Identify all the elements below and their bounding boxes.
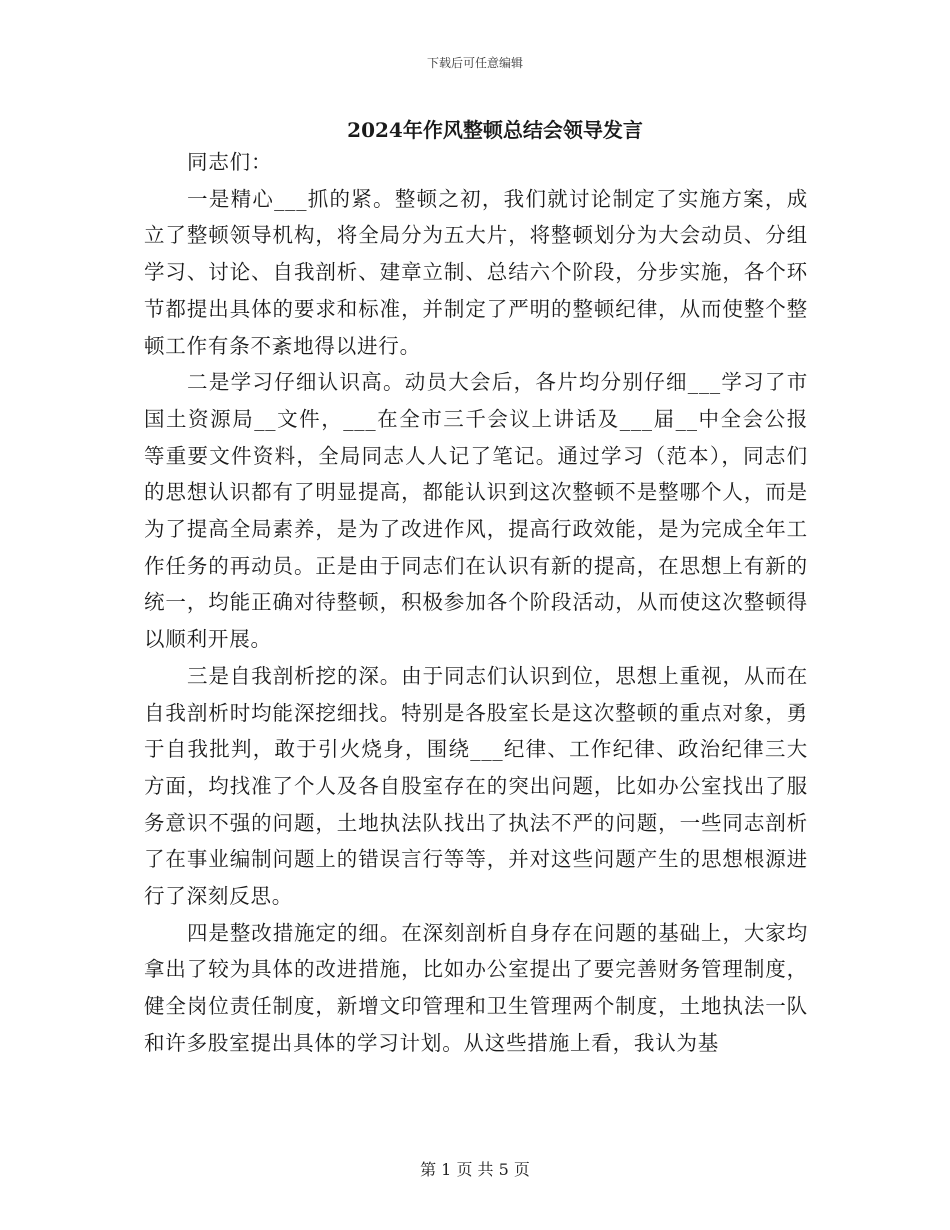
paragraph-3: 三是自我剖析挖的深。由于同志们认识到位，思想上重视，从而在自我剖析时均能深挖细找。特别是各股室长是这次整顿的重点对象，勇于自我批判，敢于引火烧身，围绕___纪律、工作纪律、政治纪律三大方面，均找准了个人及各自股室存在的突出问题，比如办公室找出了服务意识不强的问题，土地执法队找出了执法不严的问题，一些同志剖析了在事业编制问题上的错误言行等等，并对这些问题产生的思想根源进行了深刻反思。	[144, 663, 808, 909]
page-number: 第 1 页 共 5 页	[420, 1160, 530, 1179]
document-title: 2024年作风整顿总结会领导发言	[347, 118, 643, 142]
paragraph-4: 四是整改措施定的细。在深刻剖析自身存在问题的基础上，大家均拿出了较为具体的改进措施，比如办公室提出了要完善财务管理制度，健全岗位责任制度，新增文印管理和卫生管理两个制度，土地执法一队和许多股室提出具体的学习计划。从这些措施上看，我认为基	[144, 920, 808, 1055]
paragraph-2: 二是学习仔细认识高。动员大会后，各片均分别仔细___学习了市国土资源局__文件，___在全市三千会议上讲话及___届__中全会公报等重要文件资料，全局同志人人记了笔记。通过学习（范本），同志们的思想认识都有了明显提高，都能认识到这次整顿不是整哪个人，而是为了提高全局素养，是为了改进作风，提高行政效能，是为完成全年工作任务的再动员。正是由于同志们在认识有新的提高，在思想上有新的统一，均能正确对待整顿，积极参加各个阶段活动，从而使这次整顿得以顺利开展。	[144, 370, 808, 652]
salutation: 同志们：	[187, 150, 273, 174]
document-body	[144, 144, 808, 1062]
paragraph-1: 一是精心___抓的紧。整顿之初，我们就讨论制定了实施方案，成立了整顿领导机构，将全局分为五大片，将整顿划分为大会动员、分组学习、讨论、自我剖析、建章立制、总结六个阶段，分步实施，各个环节都提出具体的要求和标准，并制定了严明的整顿纪律，从而使整个整顿工作有条不紊地得以进行。	[144, 186, 808, 358]
header-note: 下载后可任意编辑	[426, 56, 523, 70]
